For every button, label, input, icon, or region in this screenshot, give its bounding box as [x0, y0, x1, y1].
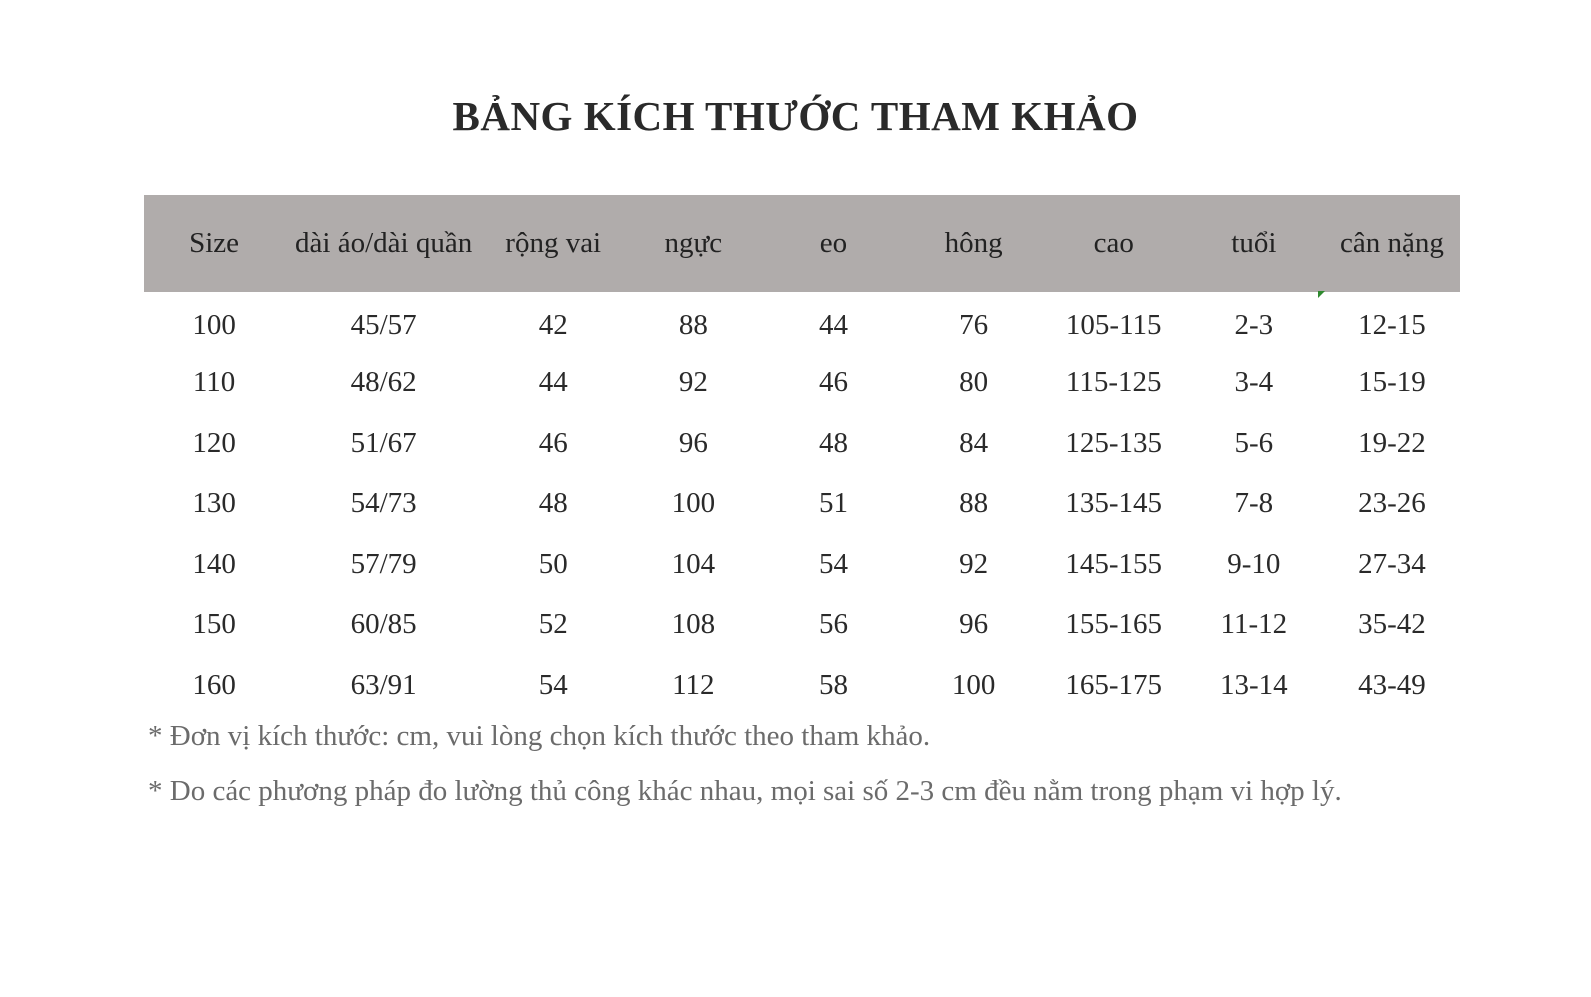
table-cell: 155-165	[1065, 608, 1163, 641]
table-cell: 45/57	[350, 308, 417, 341]
table-cell: 43-49	[1358, 668, 1426, 701]
table-cell: 140	[192, 547, 236, 580]
table-cell: 80	[959, 366, 989, 399]
table-cell: 145-155	[1065, 547, 1163, 580]
header-chest: ngực	[664, 227, 723, 259]
table-cell: 100	[951, 668, 996, 701]
table-cell: 150	[192, 608, 236, 641]
table-cell: 96	[678, 426, 708, 459]
table-cell: 165-175	[1065, 668, 1163, 701]
table-cell: 19-22	[1358, 426, 1426, 459]
table-cell: 100	[671, 487, 716, 520]
table-cell: 60/85	[350, 608, 417, 641]
table-cell: 13-14	[1219, 668, 1288, 701]
notes-section	[148, 720, 1548, 830]
table-cell: 12-15	[1358, 308, 1426, 341]
table-cell: 112	[672, 668, 715, 701]
table-cell: 54	[538, 668, 568, 701]
table-cell: 130	[192, 487, 236, 520]
table-cell: 120	[192, 426, 236, 459]
table-cell: 48/62	[350, 366, 417, 399]
page-title: BẢNG KÍCH THƯỚC THAM KHẢO	[452, 93, 1139, 139]
table-cell: 57/79	[350, 547, 417, 580]
table-cell: 56	[818, 608, 848, 641]
table-row	[144, 655, 1460, 716]
table-cell: 88	[959, 487, 989, 520]
table-body	[144, 292, 1460, 716]
table-cell: 5-6	[1234, 426, 1274, 459]
table-cell: 44	[538, 366, 568, 399]
table-cell: 11-12	[1220, 608, 1288, 641]
table-cell: 160	[192, 668, 236, 701]
table-row	[144, 413, 1460, 474]
table-cell: 100	[192, 308, 236, 341]
table-cell: 9-10	[1227, 547, 1281, 580]
table-cell: 108	[671, 608, 716, 641]
table-row	[144, 595, 1460, 656]
table-cell: 15-19	[1358, 366, 1426, 399]
header-waist: eo	[819, 227, 848, 259]
table-cell: 96	[959, 608, 989, 641]
table-cell: 27-34	[1358, 547, 1426, 580]
table-row	[144, 474, 1460, 535]
table-cell: 84	[959, 426, 989, 459]
header-age: tuổi	[1231, 227, 1277, 259]
table-cell: 88	[678, 308, 708, 341]
header-height: cao	[1093, 227, 1134, 259]
table-cell: 35-42	[1358, 608, 1426, 641]
table-cell: 92	[678, 366, 708, 399]
table-row	[144, 534, 1460, 595]
table-cell: 48	[538, 487, 568, 520]
table-cell: 105-115	[1065, 308, 1162, 341]
table-cell: 58	[818, 668, 848, 701]
table-cell: 54	[818, 547, 848, 580]
corner-marker-icon	[1318, 291, 1325, 298]
table-cell: 46	[818, 366, 848, 399]
table-cell: 48	[818, 426, 848, 459]
table-cell: 76	[959, 308, 989, 341]
table-cell: 2-3	[1234, 308, 1274, 341]
table-cell: 51	[818, 487, 848, 520]
table-cell: 110	[192, 366, 236, 399]
table-cell: 63/91	[350, 668, 417, 701]
table-cell: 3-4	[1234, 366, 1274, 399]
header-weight: cân nặng	[1340, 227, 1444, 259]
header-length: dài áo/dài quần	[295, 227, 473, 259]
table-cell: 44	[818, 308, 848, 341]
table-cell: 50	[538, 547, 568, 580]
table-cell: 52	[538, 608, 568, 641]
table-cell: 54/73	[350, 487, 417, 520]
table-cell: 46	[538, 426, 568, 459]
table-cell: 42	[538, 308, 568, 341]
table-cell: 135-145	[1065, 487, 1163, 520]
table-cell: 115-125	[1065, 366, 1162, 399]
table-cell: 51/67	[350, 426, 417, 459]
table-row	[144, 353, 1460, 414]
header-row	[144, 195, 1460, 292]
note-tolerance: * Do các phương pháp đo lường thủ công khác nhau, mọi sai số 2-3 cm đều nằm trong phạm vi hợp lý.	[148, 775, 1342, 807]
table-cell: 125-135	[1065, 426, 1163, 459]
table-cell: 23-26	[1358, 487, 1426, 520]
header-shoulder: rộng vai	[505, 227, 602, 259]
table-cell: 92	[959, 547, 989, 580]
table-header	[144, 195, 1460, 292]
note-unit: * Đơn vị kích thước: cm, vui lòng chọn kích thước theo tham khảo.	[148, 720, 931, 752]
size-table	[144, 195, 1460, 716]
table-row	[144, 292, 1460, 353]
header-hip: hông	[944, 227, 1003, 259]
header-size: Size	[189, 227, 240, 259]
table-cell: 7-8	[1234, 487, 1274, 520]
table-cell: 104	[671, 547, 716, 580]
